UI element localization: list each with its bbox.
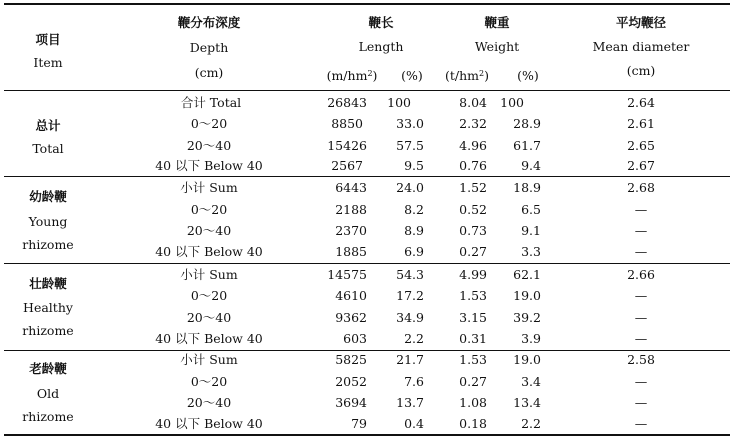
row-depth: 0～20 — [190, 288, 228, 303]
row-diameter: — — [634, 288, 648, 303]
row-weight-pct: 19.0 — [513, 288, 541, 303]
header-length-zh: 鞭长 — [368, 15, 394, 30]
row-depth: 0～20 — [190, 374, 228, 389]
row-diameter: 2.61 — [627, 116, 655, 131]
group-divider — [4, 350, 730, 351]
row-weight: 0.31 — [459, 331, 487, 346]
group-label-en: Young — [28, 214, 68, 229]
row-diameter: — — [634, 310, 648, 325]
row-length-pct: 9.5 — [404, 158, 424, 173]
group-divider — [4, 263, 730, 264]
row-diameter: — — [634, 202, 648, 217]
row-depth: 40 以下 Below 40 — [155, 158, 263, 173]
header-diameter-zh: 平均鞭径 — [615, 15, 667, 30]
row-length-pct: 6.9 — [404, 244, 424, 259]
header-diameter-en: Mean diameter — [592, 39, 690, 54]
row-diameter: — — [634, 395, 648, 410]
header-depth-unit: (cm) — [194, 65, 224, 80]
header-item-zh: 项目 — [35, 32, 61, 47]
row-weight-pct: 13.4 — [513, 395, 541, 410]
row-weight: 4.99 — [459, 267, 487, 282]
row-length-pct: 21.7 — [396, 352, 424, 367]
row-length: 2370 — [335, 223, 367, 238]
row-diameter: 2.68 — [627, 180, 655, 195]
row-depth: 20～40 — [186, 310, 232, 325]
row-weight-pct: 9.1 — [521, 223, 541, 238]
group-label-zh: 老龄鞭 — [29, 361, 67, 376]
header-weight-unit-pct: (%) — [517, 68, 539, 83]
row-diameter: 2.67 — [627, 158, 655, 173]
header-depth-en: Depth — [189, 40, 229, 55]
group-label-en: Old — [36, 386, 60, 401]
row-weight-pct: 9.4 — [521, 158, 541, 173]
row-length-pct: 13.7 — [396, 395, 424, 410]
row-depth: 20～40 — [186, 395, 232, 410]
row-length-pct: 8.2 — [404, 202, 424, 217]
group-label-en: Healthy — [23, 300, 73, 315]
row-length: 2188 — [335, 202, 367, 217]
bottom-rule — [4, 434, 730, 436]
row-weight-pct: 18.9 — [513, 180, 541, 195]
header-diameter-unit: (cm) — [626, 63, 656, 78]
row-diameter: — — [634, 374, 648, 389]
row-length: 9362 — [335, 310, 367, 325]
header-depth-zh: 鞭分布深度 — [177, 15, 241, 30]
group-label-en2: rhizome — [22, 237, 74, 252]
row-weight-pct: 28.9 — [513, 116, 541, 131]
row-weight-pct: 3.9 — [521, 331, 541, 346]
row-diameter: — — [634, 331, 648, 346]
row-depth: 40 以下 Below 40 — [155, 244, 263, 259]
header-length-unit-pct: (%) — [401, 68, 423, 83]
row-length: 2567 — [331, 158, 363, 173]
row-depth: 40 以下 Below 40 — [155, 331, 263, 346]
row-length-pct: 7.6 — [404, 374, 424, 389]
row-length-pct: 34.9 — [396, 310, 424, 325]
row-length: 6443 — [335, 180, 367, 195]
row-weight: 2.32 — [459, 116, 487, 131]
row-depth: 0～20 — [190, 116, 228, 131]
row-weight-pct: 62.1 — [513, 267, 541, 282]
row-weight-pct: 6.5 — [521, 202, 541, 217]
row-length-pct: 54.3 — [396, 267, 424, 282]
header-weight-en: Weight — [474, 39, 520, 54]
row-weight-pct: 3.3 — [521, 244, 541, 259]
header-length-en: Length — [358, 39, 404, 54]
row-length: 603 — [343, 331, 367, 346]
row-weight: 4.96 — [459, 138, 487, 153]
row-depth: 20～40 — [186, 223, 232, 238]
row-weight: 1.53 — [459, 288, 487, 303]
row-length: 5825 — [335, 352, 367, 367]
header-weight-zh: 鞭重 — [484, 15, 510, 30]
group-label-zh: 幼龄鞭 — [29, 189, 67, 204]
row-length-pct: 57.5 — [396, 138, 424, 153]
row-length-pct: 8.9 — [404, 223, 424, 238]
row-length: 8850 — [331, 116, 363, 131]
group-label-en2: rhizome — [22, 409, 74, 424]
group-label-zh: 壮龄鞭 — [29, 276, 67, 291]
row-diameter: 2.66 — [627, 267, 655, 282]
row-weight-pct: 2.2 — [521, 416, 541, 431]
row-depth: 合计 Total — [180, 95, 242, 110]
row-length-pct: 17.2 — [396, 288, 424, 303]
row-weight: 8.04 — [459, 95, 487, 110]
group-label-en: Total — [32, 141, 64, 156]
row-diameter: — — [634, 223, 648, 238]
top-rule — [4, 3, 730, 5]
row-weight: 1.53 — [459, 352, 487, 367]
group-label-en2: rhizome — [22, 323, 74, 338]
row-depth: 0～20 — [190, 202, 228, 217]
row-depth: 小计 Sum — [180, 267, 238, 282]
row-weight: 0.27 — [459, 244, 487, 259]
header-rule — [4, 90, 730, 91]
row-depth: 小计 Sum — [180, 352, 238, 367]
row-weight-pct: 3.4 — [521, 374, 541, 389]
row-depth: 20～40 — [186, 138, 232, 153]
row-weight: 3.15 — [459, 310, 487, 325]
row-weight-pct: 61.7 — [513, 138, 541, 153]
row-length: 1885 — [335, 244, 367, 259]
row-weight: 0.18 — [459, 416, 487, 431]
row-length: 4610 — [335, 288, 367, 303]
row-weight: 0.27 — [459, 374, 487, 389]
group-label-zh: 总计 — [35, 118, 61, 133]
row-length: 26843 — [327, 95, 367, 110]
row-diameter: 2.58 — [627, 352, 655, 367]
row-depth: 40 以下 Below 40 — [155, 416, 263, 431]
row-diameter: 2.65 — [627, 138, 655, 153]
row-length-pct: 33.0 — [396, 116, 424, 131]
row-length: 3694 — [335, 395, 367, 410]
row-length: 14575 — [327, 267, 367, 282]
row-length-pct: 100 — [387, 95, 411, 110]
row-weight-pct: 19.0 — [513, 352, 541, 367]
row-weight: 0.73 — [459, 223, 487, 238]
row-length-pct: 24.0 — [396, 180, 424, 195]
row-diameter: — — [634, 244, 648, 259]
row-weight-pct: 100 — [500, 95, 524, 110]
row-weight: 1.52 — [459, 180, 487, 195]
header-weight-unit-abs: $(t/hm^2)$ — [445, 68, 489, 83]
row-length-pct: 0.4 — [404, 416, 424, 431]
row-diameter: — — [634, 416, 648, 431]
row-weight: 1.08 — [459, 395, 487, 410]
row-weight: 0.76 — [459, 158, 487, 173]
header-length-unit-abs: $(m/hm^2)$ — [326, 68, 378, 83]
row-length: 79 — [351, 416, 367, 431]
row-weight-pct: 39.2 — [513, 310, 541, 325]
row-diameter: 2.64 — [627, 95, 655, 110]
row-length: 15426 — [327, 138, 367, 153]
row-weight: 0.52 — [459, 202, 487, 217]
row-length: 2052 — [335, 374, 367, 389]
header-item-en: Item — [33, 55, 63, 70]
row-depth: 小计 Sum — [180, 180, 238, 195]
row-length-pct: 2.2 — [404, 331, 424, 346]
group-divider — [4, 176, 730, 177]
